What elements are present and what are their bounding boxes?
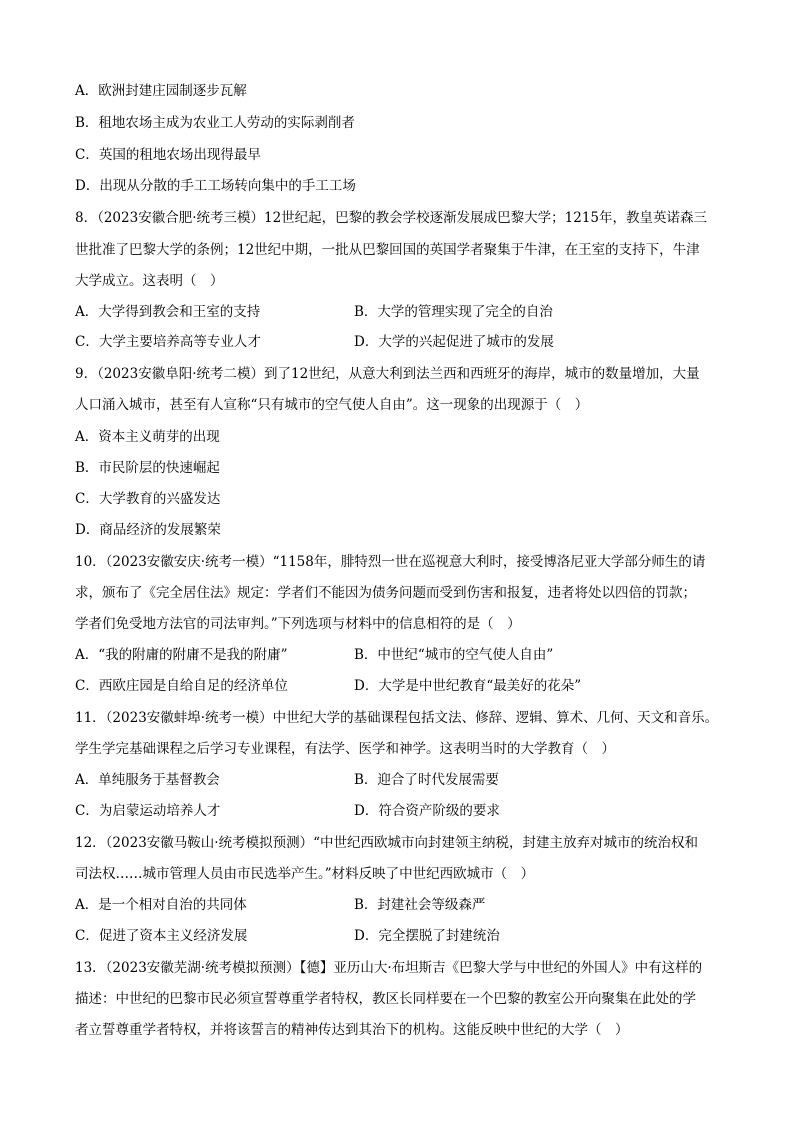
q7-option-a: A．欧洲封建庄园制逐步瓦解	[75, 83, 247, 99]
q12-stem-line-1: 12．（2023安徽马鞍山·统考模拟预测）“中世纪西欧城市向封建领主纳税，封建主放弃对城市的统治权和	[75, 835, 698, 851]
q13-stem-line-1: 13．（2023安徽芜湖·统考模拟预测）【德】亚历山大·布坦斯吉《巴黎大学与中世纪的外国人》中有这样的	[75, 960, 703, 976]
q7-option-b: B．租地农场主成为农业工人劳动的实际剥削者	[75, 115, 355, 131]
q8-stem-line-2: 世批准了巴黎大学的条例；12世纪中期，一批从巴黎回国的英国学者聚集于牛津，在王室的支持下，牛津	[75, 242, 700, 258]
q12-option-a: A．是一个相对自治的共同体	[75, 897, 247, 913]
q12-option-b: B．封建社会等级森严	[354, 897, 486, 913]
q12-option-c: C．促进了资本主义经济发展	[75, 928, 248, 944]
q11-option-b: B．迎合了时代发展需要	[354, 772, 499, 788]
q11-stem-line-1: 11．（2023安徽蚌埠·统考一模）中世纪大学的基础课程包括文法、修辞、逻辑、算术、几何、天文和音乐。	[75, 710, 719, 726]
q9-option-a: A．资本主义萌芽的出现	[75, 429, 220, 445]
q7-option-c: C．英国的租地农场出现得最早	[75, 147, 261, 163]
q9-option-b: B．市民阶层的快速崛起	[75, 460, 220, 476]
q13-stem-line-3: 者立誓尊重学者特权，并将该誓言的精神传达到其治下的机构。这能反映中世纪的大学（ ）	[75, 1022, 629, 1038]
q10-option-d: D．大学是中世纪教育“最美好的花朵”	[354, 678, 582, 694]
q11-option-c: C．为启蒙运动培养人才	[75, 803, 221, 819]
q8-stem-line-3: 大学成立。这表明（ ）	[75, 273, 224, 289]
q10-option-a: A．“我的附庸的附庸不是我的附庸”	[75, 647, 288, 663]
q10-stem-line-3: 学者们免受地方法官的司法审判。”下列选项与材料中的信息相符的是（ ）	[75, 616, 521, 632]
q8-option-d: D．大学的兴起促进了城市的发展	[354, 334, 554, 350]
q11-option-d: D．符合资产阶级的要求	[354, 803, 500, 819]
q12-option-d: D．完全摆脱了封建统治	[354, 928, 500, 944]
q13-stem-line-2: 描述：中世纪的巴黎市民必须宣誓尊重学者特权，教区长同样要在一个巴黎的教室公开向聚集在此处的学	[75, 991, 696, 1007]
q10-stem-line-2: 求，颁布了《完全居住法》规定：学者们不能因为债务问题而受到伤害和报复，违者将处以四倍的罚款；	[75, 585, 696, 601]
q9-option-c: C．大学教育的兴盛发达	[75, 491, 221, 507]
q8-option-c: C．大学主要培养高等专业人才	[75, 334, 261, 350]
q11-option-a: A．单纯服务于基督教会	[75, 772, 220, 788]
q8-option-b: B．大学的管理实现了完全的自治	[354, 304, 553, 320]
q10-option-c: C．西欧庄园是自给自足的经济单位	[75, 678, 288, 694]
q11-stem-line-2: 学生学完基础课程之后学习专业课程，有法学、医学和神学。这表明当时的大学教育（ ）	[75, 741, 615, 757]
q12-stem-line-2: 司法权……城市管理人员由市民选举产生。”材料反映了中世纪西欧城市（ ）	[75, 866, 535, 882]
q10-option-b: B．中世纪“城市的空气使人自由”	[354, 647, 554, 663]
q9-stem-line-2: 人口涌入城市，甚至有人宣称“只有城市的空气使人自由”。这一现象的出现源于（ ）	[75, 397, 589, 413]
q8-option-a: A．大学得到教会和王室的支持	[75, 304, 261, 320]
q9-option-d: D．商品经济的发展繁荣	[75, 522, 221, 538]
q7-option-d: D．出现从分散的手工工场转向集中的手工工场	[75, 178, 356, 194]
q9-stem-line-1: 9．（2023安徽阜阳·统考二模）到了12世纪，从意大利到法兰西和西班牙的海岸，城市的数量增加，大量	[75, 366, 700, 382]
q10-stem-line-1: 10．（2023安徽安庆·统考一模）“1158年，腓特烈一世在巡视意大利时，接受博洛尼亚大学部分师生的请	[75, 554, 706, 570]
q8-stem-line-1: 8．（2023安徽合肥·统考三模）12世纪起，巴黎的教会学校逐渐发展成巴黎大学；1215年，教皇英诺森三	[75, 210, 708, 226]
